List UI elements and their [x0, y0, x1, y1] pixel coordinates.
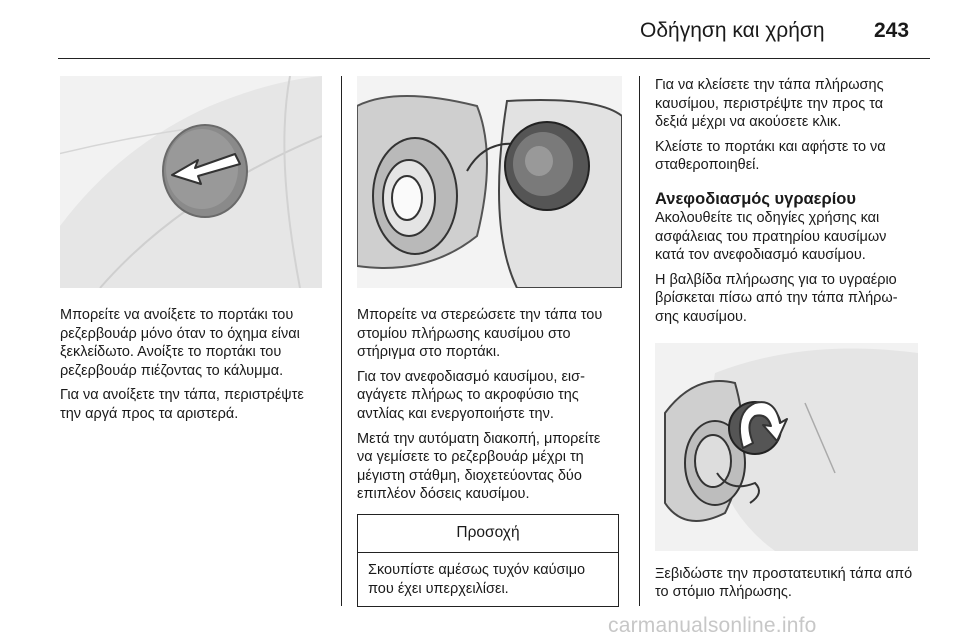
paragraph: Η βαλβίδα πλήρωσης για το υγραέριο βρίσκεται πίσω από την τάπα πλήρω-σης καυσίμου.: [655, 271, 898, 325]
fuel-door-push-illustration: [60, 76, 322, 288]
page-number: 243: [874, 19, 910, 42]
column-1: [60, 76, 322, 430]
paragraph: Κλείστε το πορτάκι και αφήστε το να σταθεροποιηθεί.: [655, 138, 886, 174]
column-divider-2: [639, 76, 640, 606]
caution-text: Σκουπίστε αμέσως τυχόν καύσιμο που έχει υπερχειλίσει.: [368, 561, 586, 597]
paragraph: Για τον ανεφοδιασμό καυσίμου, εισ-αγάγετε πλήρως το ακροφύσιο της αντλίας και ενεργοποιήστε την.: [357, 368, 585, 422]
caution-box: [357, 514, 619, 607]
header-rule: [58, 58, 930, 59]
paragraph: Για να ανοίξετε την τάπα, περιστρέψτε την αργά προς τα αριστερά.: [60, 387, 304, 422]
fuel-cap-holder-illustration: [357, 76, 622, 288]
paragraph: Μετά την αυτόματη διακοπή, μπορείτε να γεμίσετε το ρεζερβουάρ μέχρι τη μέγιστη στάθμη, διοχετεύοντας δύο επιπλέον δόσεις καυσίμου.: [357, 430, 601, 503]
section-heading: Ανεφοδιασμός υγραερίου: [655, 189, 856, 208]
paragraph: Μπορείτε να ανοίξετε το πορτάκι του ρεζερβουάρ μόνο όταν το όχημα είναι ξεκλείδωτο. Ανοίξτε το πορτάκι του ρεζερβουάρ πιέζοντας το κάλυμμα.: [60, 307, 300, 379]
figure-caption: Ξεβιδώστε την προστατευτική τάπα από το στόμιο πλήρωσης.: [655, 565, 913, 601]
column-2: [357, 76, 619, 607]
paragraph: Ακολουθείτε τις οδηγίες χρήσης και ασφάλειας του πρατηρίου καυσίμων κατά τον ανεφοδιασμό καυσίμου.: [655, 209, 887, 264]
caution-title: Προσοχή: [358, 515, 618, 553]
paragraph: Για να κλείσετε την τάπα πλήρωσης καυσίμου, περιστρέψτε την προς τα δεξιά μέχρι να ακούσετε κλικ.: [655, 77, 884, 131]
column-divider-1: [341, 76, 342, 606]
lpg-valve-cap-illustration: [655, 343, 918, 551]
column-3: [655, 76, 917, 608]
watermark: carmanualsonline.info: [608, 614, 817, 637]
running-header-title: Οδήγηση και χρήση: [640, 19, 825, 42]
paragraph: Μπορείτε να στερεώσετε την τάπα του στομίου πλήρωσης καυσίμου στο στήριγμα στο πορτάκι.: [357, 307, 603, 361]
